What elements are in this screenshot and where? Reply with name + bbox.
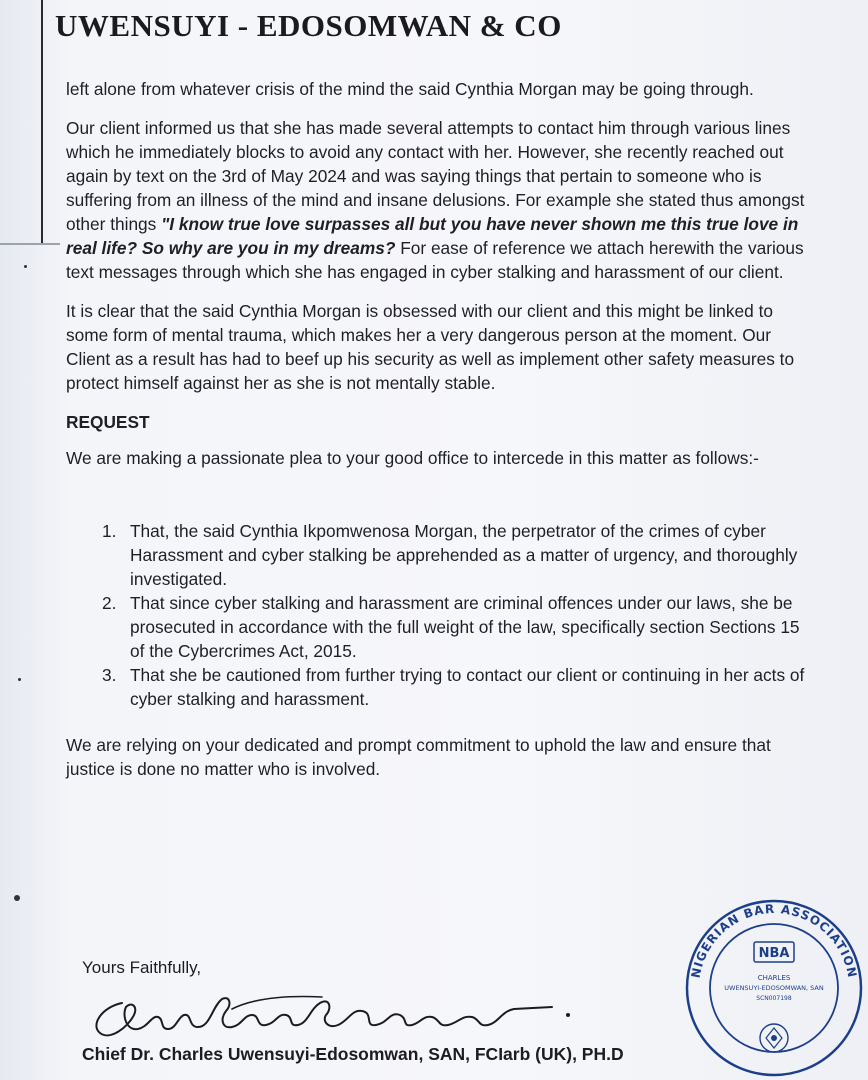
list-item-text: That, the said Cynthia Ikpomwenosa Morgan, the perpetrator of the crimes of cyber Harassment and cyber stalking be apprehended as a matter of urgency, and thoroughly investigated. xyxy=(130,521,798,589)
paragraph-2-text-b: For ease of reference we attach herewith the various text messages through which she has engaged in cyber stalking and harassment of our client. xyxy=(66,238,804,282)
list-number: 1. xyxy=(102,521,117,541)
list-item xyxy=(66,519,806,591)
request-heading: REQUEST xyxy=(66,412,150,432)
firm-name-letterhead: UWENSUYI - EDOSOMWAN & CO xyxy=(55,8,562,43)
margin-speck xyxy=(18,678,21,681)
margin-speck xyxy=(24,265,27,268)
quoted-message: "I know true love surpasses all but you have never shown me this true love in real life? So why are you in my dreams? xyxy=(66,214,799,258)
stamp-crest-icon xyxy=(760,1024,788,1052)
stamp-number: SCN007198 xyxy=(756,995,792,1002)
paragraph-1: left alone from whatever crisis of the mind the said Cynthia Morgan may be going through. xyxy=(66,79,754,99)
paragraph-2 xyxy=(66,116,806,284)
margin-rule xyxy=(41,0,43,245)
margin-tick xyxy=(0,243,60,245)
handwritten-signature xyxy=(82,985,582,1045)
list-number: 3. xyxy=(102,665,117,685)
letter-body xyxy=(66,77,806,796)
paragraph-2-text-a: Our client informed us that she has made several attempts to contact him through various lines which he immediately blocks to avoid any contact with her. However, she recently reached out again by text on the 3rd of May 2024 and was saying things that pertain to someone who is suffering from an illness of the mind and insane delusions. For example she stated thus amongst other things xyxy=(66,118,805,234)
request-intro: We are making a passionate plea to your good office to intercede in this matter as follows:- xyxy=(66,448,759,468)
list-number: 2. xyxy=(102,593,117,613)
stamp-ring-text: NIGERIAN BAR ASSOCIATION xyxy=(688,901,860,980)
list-item xyxy=(66,663,806,711)
nba-seal-stamp xyxy=(684,898,864,1078)
paragraph-3: It is clear that the said Cynthia Morgan is obsessed with our client and this might be linked to some form of mental trauma, which makes her a very dangerous person at the moment. Our Client as a result has had to beef up his security as well as implement other safety measures to protect himself against her as she is not mentally stable. xyxy=(66,301,795,393)
request-list xyxy=(66,519,806,711)
margin-speck xyxy=(14,895,20,901)
stamp-name-line-2: UWENSUYI-EDOSOMWAN, SAN xyxy=(724,984,824,992)
signer-name: Chief Dr. Charles Uwensuyi-Edosomwan, SAN, FCIarb (UK), PH.D xyxy=(82,1044,624,1064)
stamp-logo-text: NBA xyxy=(758,946,790,961)
stamp-name-line-1: CHARLES xyxy=(757,974,791,982)
list-item-text: That she be cautioned from further trying to contact our client or continuing in her acts of cyber stalking and harassment. xyxy=(130,665,805,709)
valediction: Yours Faithfully, xyxy=(82,958,202,977)
list-item-text: That since cyber stalking and harassment are criminal offences under our laws, she be prosecuted in accordance with the full weight of the law, specifically section Sections 15 of the Cybercrimes Act, 2015. xyxy=(130,593,800,661)
list-item xyxy=(66,591,806,663)
closing-paragraph: We are relying on your dedicated and prompt commitment to uphold the law and ensure that justice is done no matter who is involved. xyxy=(66,735,771,779)
